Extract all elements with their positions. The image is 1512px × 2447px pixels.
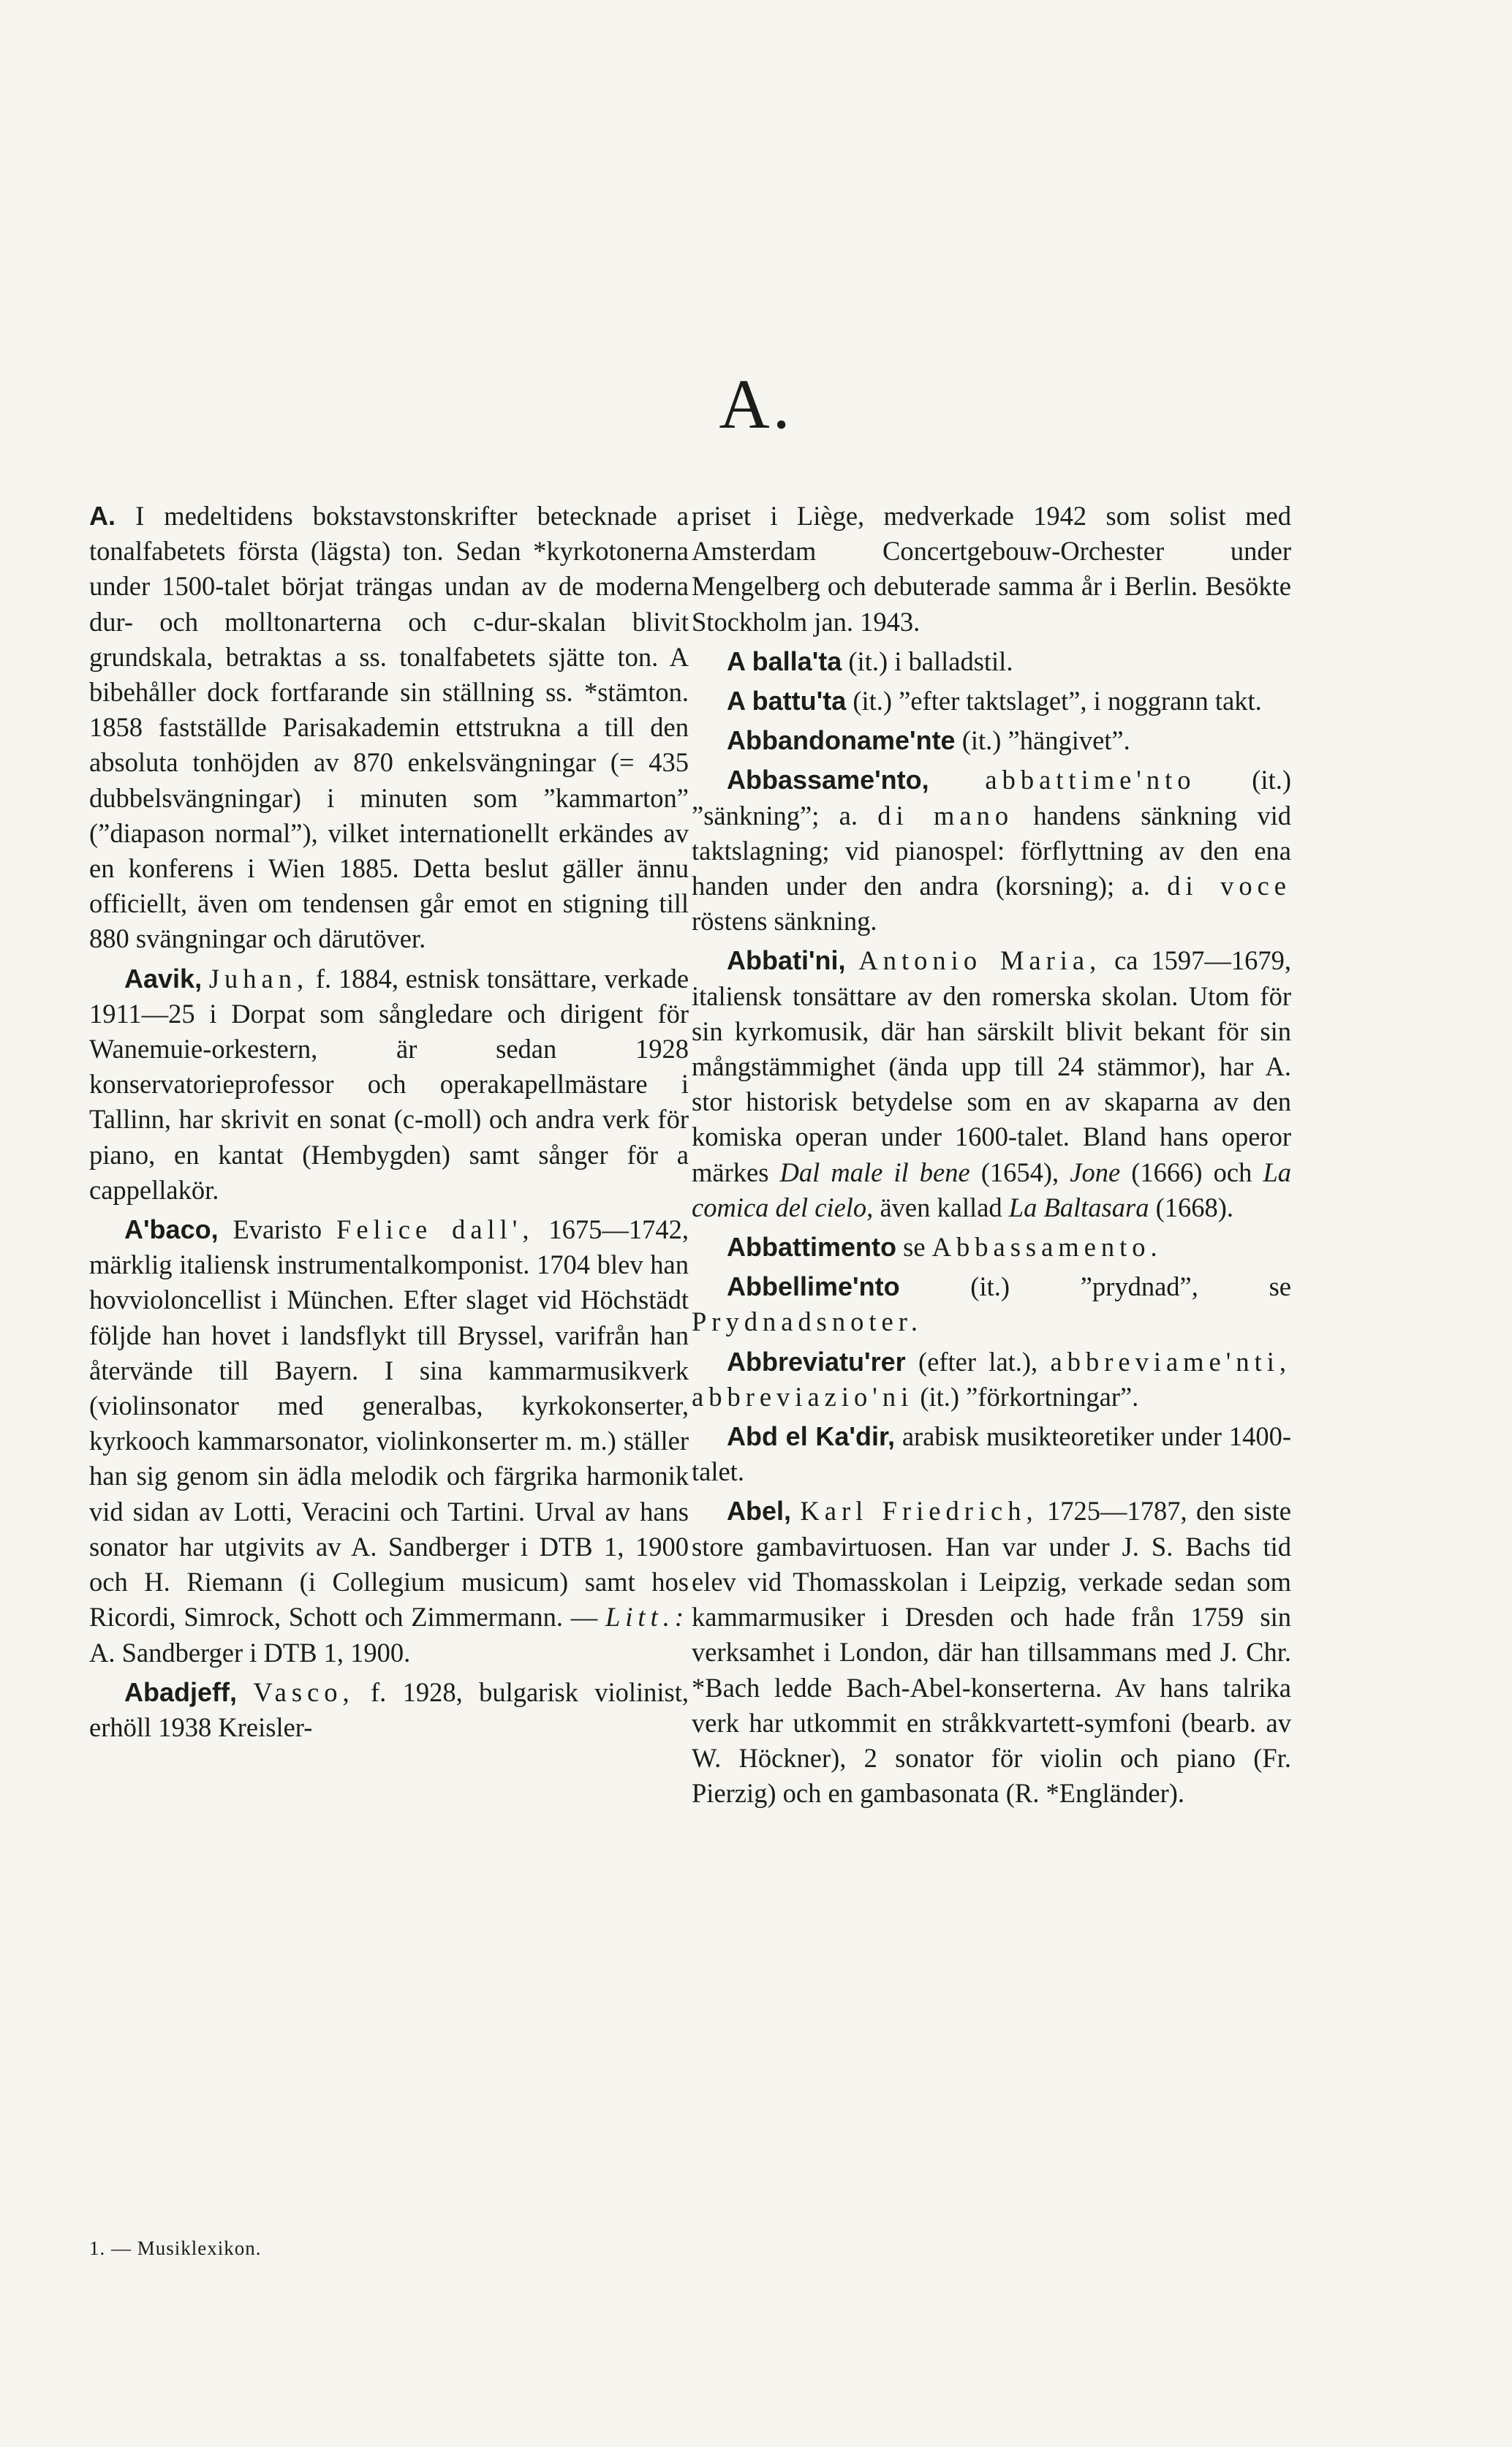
spaced-term: abbattime'nto [985, 765, 1196, 795]
cross-reference: Abbassamento. [931, 1232, 1163, 1263]
entry-abbassamento [692, 763, 1291, 939]
headword: Abel, [727, 1496, 792, 1527]
entry-text: (it.) ”förkortningar”. [920, 1381, 1139, 1412]
entry-text: (it.) ”efter taktslaget”, i noggrann takt. [853, 686, 1262, 716]
entry-abbandonamente [692, 723, 1291, 758]
entry-text: (it.) ”prydnad”, se [970, 1271, 1291, 1302]
entry-text: I medeltidens bokstavstonskrifter betecknade a tonalfabetets första (lägsta) ton. Sedan *kyrkotonerna under 1500-talet börjat trängas undan av de moderna dur- och molltonarterna och c-dur-skalan blivit grundskala, betraktas a ss. tonalfabetets sjätte ton. A bibehåller dock fortfarande sin ställning ss. *stämton. 1858 fastställde Parisakademin ettstrukna a till den absoluta tonhöjden av 870 enkelsvängningar (= 435 dubbelsvängningar) i minuten som ”kammarton” (”diapason normal”), vilket internationellt erkändes av en konferens i Wien 1885. Detta beslut gäller ännu officiellt, även om tendensen går emot en stigning till 880 svängningar och därutöver. [89, 501, 689, 954]
headword: Aavik, [124, 963, 203, 994]
spaced-term: di mano [877, 800, 1014, 831]
entry-text: (efter lat.), [918, 1346, 1038, 1377]
headword: Abbattimento [727, 1232, 896, 1263]
name-plain: Evaristo [233, 1214, 322, 1245]
headword: Abd el Ka'dir, [727, 1421, 895, 1452]
entry-text: även kallad [880, 1192, 1002, 1222]
entry-text: se [903, 1232, 926, 1263]
work-title: Dal male il bene [779, 1157, 970, 1187]
headword: Abbassame'nto, [727, 765, 929, 795]
entry-text: priset i Liège, medverkade 1942 som solist med Amsterdam Concertgebouw-Orchester under Mengelberg och debuterade samma år i Berlin. Besökte Stockholm jan. 1943. [692, 501, 1291, 637]
entry-text: (it.) ”sänkning”; a. [692, 765, 1291, 831]
headword: Abbellime'nto [727, 1271, 900, 1302]
entry-abbellimento [692, 1269, 1291, 1339]
litt-text: A. Sandberger i DTB 1, 1900. [89, 1637, 411, 1668]
entry-abbatini [692, 943, 1291, 1225]
headword: Abadjeff, [124, 1676, 238, 1707]
entry-text: (1666) och [1131, 1157, 1252, 1187]
work-title: Jone [1070, 1157, 1121, 1187]
entry-abadjeff [89, 1675, 689, 1745]
headword: A. [89, 501, 116, 531]
work-title: La comica del cielo, [692, 1157, 1292, 1222]
entry-text: f. 1884, estnisk tonsättare, verkade 1911—25 i Dorpat som sångledare och dirigent för Wanemuie-orkestern, är sedan 1928 konservatorieprofessor och operakapellmästare i Tallinn, har skrivit en sonat (c-moll) och andra verk för piano, en kantat (Hembygden) samt sånger för a cappellakör. [89, 963, 689, 1205]
entry-text: arabisk musikteoretiker under 1400-talet. [692, 1421, 1292, 1487]
entry-text: ca 1597—1679, italiensk tonsättare av den romerska skolan. Utom för sin kyrkomusik, där han särskilt blivit bekant för sin mångstämmighet (ända upp till 24 stämmor), har A. stor historisk betydelse som en av skaparna av den komiska operan under 1600-talet. Bland hans operor märkes [692, 945, 1291, 1187]
work-title: La Baltasara [1008, 1192, 1149, 1222]
entry-text: (1654), [980, 1157, 1059, 1187]
spaced-name: Juhan, [208, 963, 309, 994]
left-column [89, 499, 689, 1750]
headword: A battu'ta [727, 686, 847, 716]
entry-a-battuta [692, 684, 1291, 719]
entry-text: f. 1928, bulgarisk violinist, erhöll 1938 Kreisler- [89, 1676, 689, 1742]
entry-abbreviaturer [692, 1344, 1291, 1415]
spaced-term: di voce [1167, 871, 1292, 901]
spaced-name: Felice dall', [336, 1214, 534, 1245]
entry-text: (it.) i balladstil. [848, 646, 1013, 676]
entry-abel [692, 1494, 1291, 1811]
entry-a-ballata [692, 644, 1291, 679]
headword: Abbati'ni, [727, 945, 846, 976]
entry-abd-el-kadir [692, 1419, 1291, 1489]
entry-text: handens sänkning vid taktslagning; vid pianospel: förflyttning av den ena handen under den andra (korsning); a. [692, 800, 1292, 901]
entry-abaco [89, 1212, 689, 1671]
letter-heading: A. [719, 365, 793, 443]
headword: Abbandoname'nte [727, 725, 956, 756]
spaced-term: abbreviame'nti, abbreviazio'ni [692, 1346, 1291, 1412]
headword: Abbreviatu'rer [727, 1346, 906, 1377]
cross-reference: Prydnadsnoter. [692, 1306, 923, 1337]
entry-text: (1668). [1155, 1192, 1234, 1222]
litt-label: Litt.: [605, 1602, 689, 1633]
entry-text: röstens sänkning. [692, 906, 877, 937]
entry-aavik [89, 961, 689, 1208]
right-column [692, 499, 1291, 1815]
headword: A'baco, [124, 1214, 219, 1245]
entry-text: 1725—1787, den siste store gambavirtuosen. Han var under J. S. Bachs tid elev vid Thomasskolan i Leipzig, verkade sedan som kammarmusiker i Dresden och hade från 1759 sin verksamhet i London, där han tillsammans med J. Chr. *Bach ledde Bach-Abel-konserterna. Av hans talrika verk har utkommit en stråkkvartett-symfoni (bearb. av W. Höckner), 2 sonator för violin och piano (Fr. Pierzig) och en gambasonata (R. *Engländer). [692, 1496, 1292, 1809]
page-footer: 1. — Musiklexikon. [89, 2237, 262, 2259]
entry-a [89, 499, 689, 957]
spaced-name: Karl Friedrich, [800, 1496, 1038, 1527]
entry-text: 1675—1742, märklig italiensk instrumentalkomponist. 1704 blev han hovvioloncellist i München. Efter slaget vid Höchstädt följde han hovet i landsflykt till Bryssel, varifrån han återvände till Bayern. I sina kammarmusikverk (violinsonator med generalbas, kyrkokonserter, kyrkooch kammarsonator, violinkonserter m. m.) ställer han sig genom sin ädla melodik och färgrika harmonik vid sidan av Lotti, Veracini och Tartini. Urval av hans sonator har utgivits av A. Sandberger i DTB 1, 1900 och H. Riemann (i Collegium musicum) samt hos Ricordi, Simrock, Schott och Zimmermann. — [89, 1214, 689, 1633]
entry-text: (it.) ”hängivet”. [961, 725, 1130, 756]
spaced-name: Vasco, [253, 1676, 355, 1707]
entry-abbattimento [692, 1230, 1291, 1265]
spaced-name: Antonio Maria, [858, 945, 1102, 976]
entry-continuation [692, 499, 1291, 640]
headword: A balla'ta [727, 646, 842, 676]
